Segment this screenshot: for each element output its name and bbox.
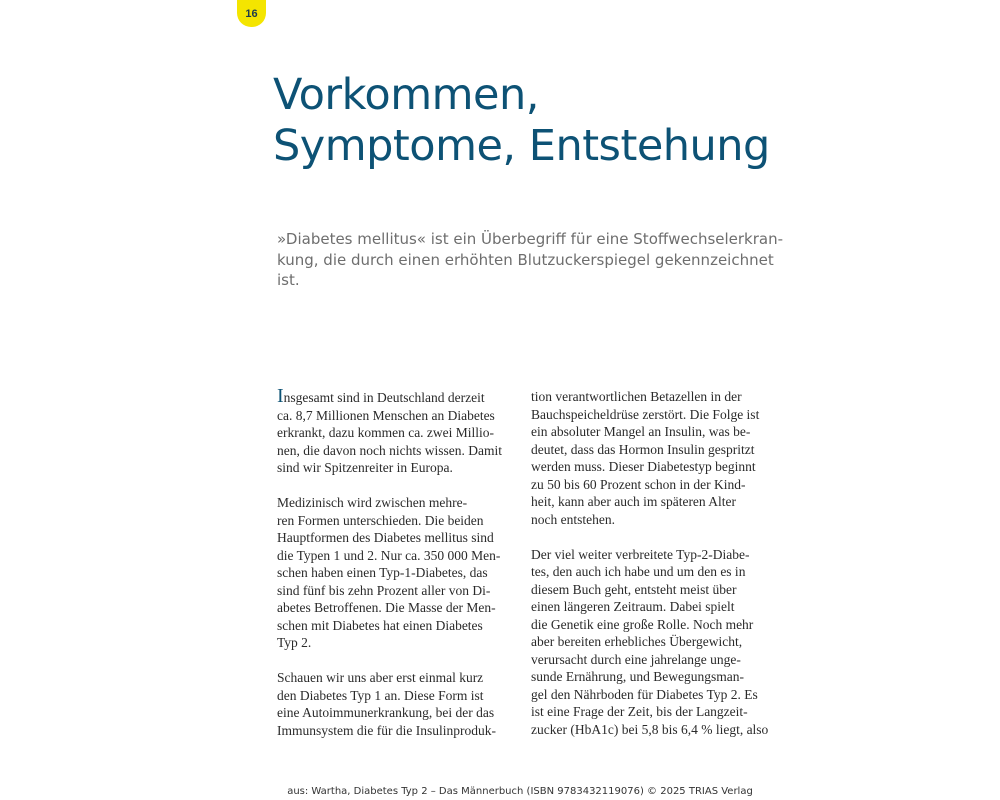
text-line: Immunsystem die für die Insulinproduk- (277, 722, 496, 738)
text-line: sind fünf bis zehn Prozent aller von Di- (277, 582, 491, 598)
intro-paragraph (277, 229, 784, 291)
text-line: eine Autoimmunerkrankung, bei der das (277, 705, 495, 720)
text-line: Hauptformen des Diabetes mellitus sind (277, 530, 494, 545)
text-line: schen haben einen Typ-1-Diabetes, das (277, 565, 488, 580)
text-line: heit, kann aber auch im späteren Alter (531, 494, 737, 509)
page-number-badge (237, 0, 266, 27)
text-line: tes, den auch ich habe und um den es in (531, 564, 746, 579)
text-line: abetes Betroffenen. Die Masse der Men- (277, 600, 496, 615)
right-text-column (531, 388, 767, 756)
text-line: aber bereiten erhebliches Übergewicht, (531, 634, 743, 649)
paragraph (277, 669, 513, 739)
text-line: Insgesamt sind in Deutschland derzeit (277, 385, 485, 407)
title-line: Symptome, Entstehung (273, 121, 770, 171)
paragraph (277, 494, 513, 652)
text-line: schen mit Diabetes hat einen Diabetes (277, 617, 483, 633)
paragraph (531, 546, 767, 739)
text-line: noch entstehen. (531, 511, 615, 527)
text-line: ren Formen unterschieden. Die beiden (277, 512, 484, 528)
text-line: Der viel weiter verbreitete Typ-2-Diabe- (531, 546, 750, 562)
text-line: Bauchspeicheldrüse zerstört. Die Folge ist (531, 406, 760, 422)
paragraph (277, 385, 513, 477)
text-line: ein absoluter Mangel an Insulin, was be- (531, 424, 751, 439)
intro-line: »Diabetes mellitus« ist ein Überbegriff für eine Stoffwechselerkran- (277, 230, 784, 248)
text-line: nen, die davon noch nichts wissen. Damit (277, 442, 502, 458)
text-line: Typ 2. (277, 635, 312, 650)
text-line: deutet, dass das Hormon Insulin gespritzt (531, 441, 755, 457)
text-line: zucker (HbA1c) bei 5,8 bis 6,4 % liegt, also (531, 721, 769, 737)
source-footer: aus: Wartha, Diabetes Typ 2 – Das Männerbuch (ISBN 9783432119076) © 2025 TRIAS Verlag (287, 786, 753, 797)
text-line: sunde Ernährung, und Bewegungsman- (531, 669, 744, 684)
text-line: gel den Nährboden für Diabetes Typ 2. Es (531, 686, 758, 702)
text-line: werden muss. Dieser Diabetestyp beginnt (531, 459, 756, 474)
text-line: verursacht durch eine jahrelange unge- (531, 651, 741, 667)
drop-cap: I (277, 385, 284, 407)
text-line: ist eine Frage der Zeit, bis der Langzeit- (531, 704, 748, 719)
text-line: tion verantwortlichen Betazellen in der (531, 389, 742, 404)
text-line: Schauen wir uns aber erst einmal kurz (277, 670, 484, 685)
page-number: 16 (245, 7, 258, 20)
text-line: Medizinisch wird zwischen mehre- (277, 495, 468, 510)
text-line: die Typen 1 und 2. Nur ca. 350 000 Men- (277, 547, 501, 563)
text-line: ca. 8,7 Millionen Menschen an Diabetes (277, 407, 495, 423)
page-title (273, 70, 873, 172)
text-line: sind wir Spitzenreiter in Europa. (277, 460, 453, 475)
text-line: erkrankt, dazu kommen ca. zwei Millio- (277, 425, 495, 440)
left-text-column (277, 385, 513, 757)
intro-line: ist. (277, 271, 300, 289)
text-line: einen längeren Zeitraum. Dabei spielt (531, 599, 735, 614)
text-line: die Genetik eine große Rolle. Noch mehr (531, 616, 754, 632)
text-line: diesem Buch geht, entsteht meist über (531, 581, 737, 597)
paragraph (531, 388, 767, 528)
title-line: Vorkommen, (273, 70, 539, 120)
text-line: den Diabetes Typ 1 an. Diese Form ist (277, 687, 484, 703)
intro-line: kung, die durch einen erhöhten Blutzuckerspiegel gekennzeichnet (277, 250, 774, 269)
text-line: zu 50 bis 60 Prozent schon in der Kind- (531, 476, 746, 492)
